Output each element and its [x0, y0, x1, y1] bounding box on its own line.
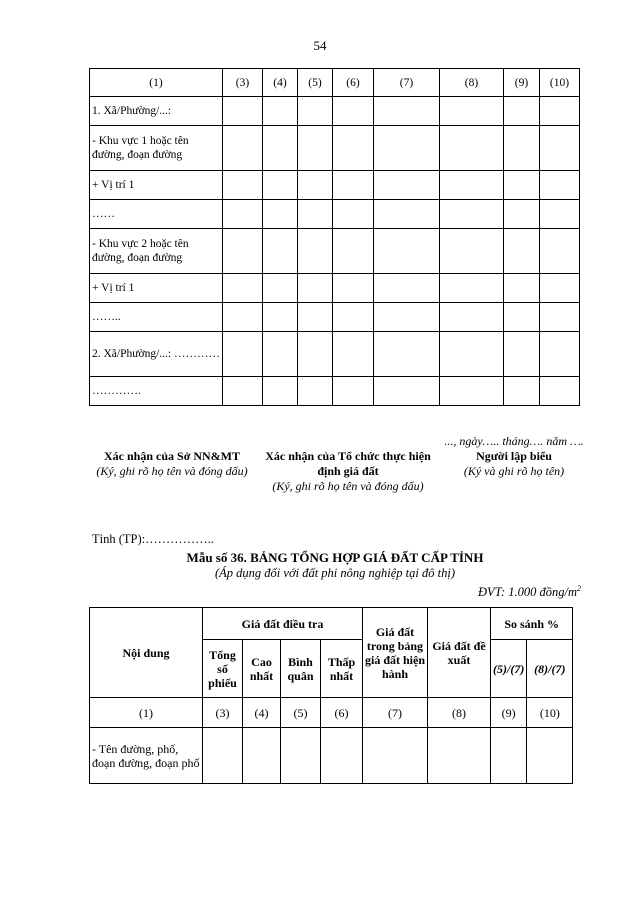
- col-number: (1): [90, 69, 223, 97]
- page-number: 54: [313, 38, 327, 53]
- row-label: + Vị trí 1: [90, 171, 223, 200]
- col-number: (10): [540, 69, 580, 97]
- col-number: (3): [223, 69, 263, 97]
- table-row: [90, 303, 580, 332]
- table-row: [90, 171, 580, 200]
- row-label: - Tên đường, phố, đoạn đường, đoạn phố: [90, 728, 203, 784]
- table-row: [90, 97, 580, 126]
- column-number-row: [90, 69, 580, 97]
- col-number: (8): [440, 69, 504, 97]
- province-line: Tỉnh (TP):……………..: [92, 532, 214, 546]
- form-title: Mẫu số 36. BẢNG TỔNG HỢP GIÁ ĐẤT CẤP TỈNH: [186, 550, 484, 565]
- col-number: (3): [203, 698, 243, 728]
- land-price-detail-table: [89, 68, 580, 406]
- header-noi-dung: Nội dung: [90, 608, 203, 698]
- signature-title: Xác nhận của Sở NN&MT: [104, 449, 240, 463]
- form-subtitle: (Áp dụng đối với đất phi nông nghiệp tại đô thị): [215, 566, 455, 580]
- table-row: [90, 274, 580, 303]
- signature-date: ..., ngày….. tháng…. năm ….: [444, 434, 584, 448]
- row-label: 2. Xã/Phường/...: …………: [90, 332, 223, 377]
- column-number-row: [90, 698, 573, 728]
- row-label: ……: [90, 200, 223, 229]
- col-number: (4): [263, 69, 298, 97]
- col-number: (8): [428, 698, 491, 728]
- col-number: (6): [333, 69, 374, 97]
- col-number: (5): [281, 698, 321, 728]
- col-number: (10): [527, 698, 573, 728]
- col-number: (9): [491, 698, 527, 728]
- signature-note: (Ký, ghi rõ họ tên và đóng dấu): [96, 464, 248, 478]
- header-ratio-8-7: (8)/(7): [527, 640, 573, 698]
- signature-note: (Ký, ghi rõ họ tên và đóng dấu): [272, 479, 424, 493]
- col-number: (4): [243, 698, 281, 728]
- unit-superscript: 2: [577, 584, 581, 593]
- signature-title: Xác nhận của Tổ chức thực hiện định giá đất: [265, 449, 431, 478]
- table-row: [90, 200, 580, 229]
- header-row-1: [90, 608, 573, 640]
- header-cao-nhat: Cao nhất: [243, 640, 281, 698]
- row-label: + Vị trí 1: [90, 274, 223, 303]
- header-thap-nhat: Thấp nhất: [321, 640, 363, 698]
- unit-text: ĐVT: 1.000 đồng/m: [478, 585, 577, 600]
- signature-block-preparer: [434, 434, 594, 479]
- col-number: (1): [90, 698, 203, 728]
- header-ratio-5-7: (5)/(7): [491, 640, 527, 698]
- unit-label: [478, 584, 581, 600]
- header-gia-dat-bang-gia: Giá đất trong bảng giá đất hiện hành: [363, 608, 428, 698]
- row-label: 1. Xã/Phường/...:: [90, 97, 223, 126]
- signature-block-valuation-org: [258, 434, 438, 494]
- row-label: - Khu vực 1 hoặc tên đường, đoạn đường: [90, 126, 223, 171]
- col-number: (6): [321, 698, 363, 728]
- signature-title: Người lập biểu: [476, 449, 552, 463]
- table-row: [90, 126, 580, 171]
- signature-note: (Ký và ghi rõ họ tên): [463, 464, 565, 478]
- province-land-price-summary-table: [89, 607, 573, 784]
- header-so-sanh: So sánh %: [491, 608, 573, 640]
- row-label: - Khu vực 2 hoặc tên đường, đoạn đường: [90, 229, 223, 274]
- table-row: [90, 728, 573, 784]
- header-tong-so-phieu: Tổng số phiếu: [203, 640, 243, 698]
- row-label: ……..: [90, 303, 223, 332]
- row-label: ………….: [90, 377, 223, 406]
- col-number: (9): [504, 69, 540, 97]
- col-number: (5): [298, 69, 333, 97]
- table-row: [90, 377, 580, 406]
- table-row: [90, 229, 580, 274]
- col-number: (7): [374, 69, 440, 97]
- header-binh-quan: Bình quân: [281, 640, 321, 698]
- signature-block-department: [82, 434, 262, 479]
- table-row: [90, 332, 580, 377]
- header-gia-dat-dieu-tra: Giá đất điều tra: [203, 608, 363, 640]
- header-gia-dat-de-xuat: Giá đất đề xuất: [428, 608, 491, 698]
- col-number: (7): [363, 698, 428, 728]
